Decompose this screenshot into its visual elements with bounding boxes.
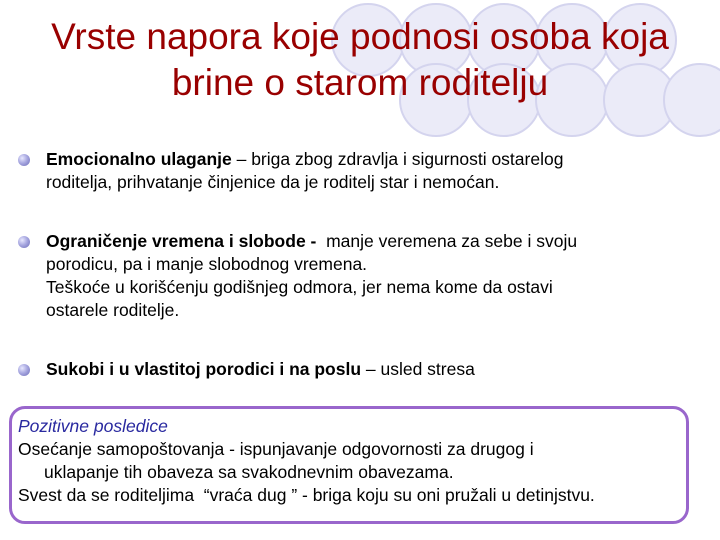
slide-title	[0, 14, 720, 106]
title-line-2: brine o starom roditelju	[171, 62, 549, 103]
bullet-text: – briga zbog zdravlja i sigurnosti ostarelog	[231, 149, 564, 169]
bullet-text: porodicu, pa i manje slobodnog vremena.	[46, 254, 368, 274]
bullet-text: roditelja, prihvatanje činjenice da je roditelj star i nemoćan.	[46, 172, 500, 192]
bullet-text: manje veremena za sebe i svoju	[316, 231, 578, 251]
box-text: Osećanje samopoštovanja - ispunjavanje odgovornosti za drugog i	[18, 439, 534, 459]
bullet-dot-icon	[18, 236, 30, 248]
box-text: uklapanje tih obaveza sa svakodnevnim obavezama.	[44, 462, 454, 482]
bullet-heading: Emocionalno ulaganje	[46, 149, 232, 169]
bullet-text: – usled stresa	[361, 359, 475, 379]
bullet-heading: Sukobi i u vlastitoj porodici i na poslu	[46, 359, 362, 379]
bullet-text: ostarele roditelje.	[46, 300, 180, 320]
bullet-text: Teškoće u korišćenju godišnjeg odmora, jer nema kome da ostavi	[46, 277, 553, 297]
bullet-item	[18, 148, 698, 194]
box-text: Svest da se roditeljima “vraća dug ” - briga koju su oni pružali u detinjstvu.	[18, 485, 595, 505]
bullet-dot-icon	[18, 154, 30, 166]
bullet-item	[18, 358, 698, 381]
positive-outcomes-heading: Pozitivne posledice	[18, 416, 168, 436]
bullet-dot-icon	[18, 364, 30, 376]
title-line-1: Vrste napora koje podnosi osoba koja	[51, 16, 669, 57]
bullet-item	[18, 230, 698, 322]
bullet-heading: Ograničenje vremena i slobode -	[46, 231, 317, 251]
positive-outcomes-content	[18, 415, 688, 507]
